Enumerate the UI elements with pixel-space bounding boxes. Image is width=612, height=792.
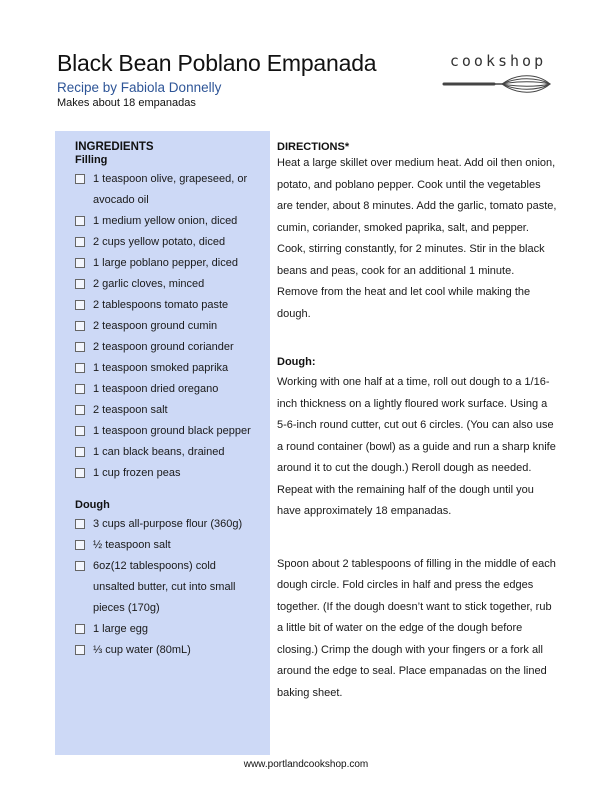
checkbox[interactable] (75, 342, 85, 352)
ingredient-text: 1 teaspoon ground black pepper (93, 425, 251, 437)
checkbox[interactable] (75, 237, 85, 247)
recipe-byline: Recipe by Fabiola Donnelly (57, 80, 222, 95)
ingredient-text: ½ teaspoon salt (93, 539, 171, 551)
checkbox[interactable] (75, 540, 85, 550)
directions-section (277, 141, 557, 704)
ingredient-text: ⅓ cup water (80mL) (93, 644, 191, 656)
dough-list (75, 514, 270, 661)
checkbox[interactable] (75, 216, 85, 226)
ingredient-text: 1 teaspoon olive, grapeseed, or avocado oil (93, 173, 248, 206)
ingredient-item[interactable] (75, 379, 270, 400)
directions-step-dough: Working with one half at a time, roll out dough to a 1/16-inch thickness on a lightly floured work surface. Using a 5-6-inch round cutter, cut out 6 circles. (You can also use a round container (bowl) as a guide and run a sharp knife around it to cut the dough.) Reroll dough as needed. Repeat with the remaining half of the dough until you have approximately 18 empanadas. (277, 376, 556, 517)
checkbox[interactable] (75, 624, 85, 634)
ingredient-text: 6oz(12 tablespoons) cold unsalted butter, cut into small pieces (170g) (93, 560, 236, 614)
dough-directions-heading: Dough: (277, 356, 316, 368)
ingredient-item[interactable] (75, 169, 270, 211)
checkbox[interactable] (75, 519, 85, 529)
filling-list (75, 169, 270, 484)
ingredient-item[interactable] (75, 421, 270, 442)
ingredient-item[interactable] (75, 253, 270, 274)
checkbox[interactable] (75, 363, 85, 373)
ingredient-item[interactable] (75, 619, 270, 640)
ingredient-item[interactable] (75, 337, 270, 358)
directions-step-filling: Heat a large skillet over medium heat. Add oil then onion, potato, and poblano pepper. Cook until the vegetables are tender, about 8 minutes. Add the garlic, tomato paste, cumin, coriander, smoked paprika, salt, and pepper. Cook, stirring constantly, for 2 minutes. Stir in the black beans and peas, cook for an additional 1 minute. Remove from the heat and let cool while making the dough. (277, 157, 557, 320)
logo-text: cookshop (449, 52, 547, 70)
directions-step-assemble: Spoon about 2 tablespoons of filling in the middle of each dough circle. Fold circles in half and press the edges together. (If the dough doesn’t want to stick together, rub a little bit of water on the edge of the dough before closing.) Crimp the dough with your fingers or a fork all around the edge to seal. Place empanadas on the lined baking sheet. (277, 557, 556, 699)
ingredient-text: 1 teaspoon dried oregano (93, 383, 219, 395)
ingredient-item[interactable] (75, 295, 270, 316)
ingredient-item[interactable] (75, 232, 270, 253)
checkbox[interactable] (75, 561, 85, 571)
recipe-title: Black Bean Poblano Empanada (57, 50, 377, 76)
ingredient-text: 3 cups all-purpose flour (360g) (93, 518, 243, 530)
recipe-yield: Makes about 18 empanadas (57, 97, 196, 109)
ingredients-heading: INGREDIENTS (75, 141, 154, 153)
ingredient-item[interactable] (75, 463, 270, 484)
ingredient-text: 1 teaspoon smoked paprika (93, 362, 229, 374)
checkbox[interactable] (75, 279, 85, 289)
checkbox[interactable] (75, 258, 85, 268)
filling-heading: Filling (75, 154, 108, 166)
ingredient-item[interactable] (75, 358, 270, 379)
ingredient-item[interactable] (75, 274, 270, 295)
ingredient-item[interactable] (75, 556, 270, 619)
ingredient-item[interactable] (75, 535, 270, 556)
checkbox[interactable] (75, 321, 85, 331)
ingredient-text: 1 cup frozen peas (93, 467, 181, 479)
checkbox[interactable] (75, 426, 85, 436)
whisk-icon (442, 72, 554, 96)
ingredient-item[interactable] (75, 640, 270, 661)
ingredient-text: 2 teaspoon ground cumin (93, 320, 218, 332)
ingredient-item[interactable] (75, 400, 270, 421)
ingredients-panel (55, 131, 270, 755)
ingredient-text: 1 large egg (93, 623, 149, 635)
ingredient-text: 2 tablespoons tomato paste (93, 299, 229, 311)
checkbox[interactable] (75, 447, 85, 457)
checkbox[interactable] (75, 405, 85, 415)
ingredient-item[interactable] (75, 442, 270, 463)
ingredient-item[interactable] (75, 316, 270, 337)
ingredient-item[interactable] (75, 211, 270, 232)
checkbox[interactable] (75, 300, 85, 310)
ingredient-text: 1 can black beans, drained (93, 446, 225, 458)
checkbox[interactable] (75, 645, 85, 655)
ingredient-item[interactable] (75, 514, 270, 535)
checkbox[interactable] (75, 174, 85, 184)
ingredient-text: 2 teaspoon ground coriander (93, 341, 234, 353)
directions-heading: DIRECTIONS* (277, 141, 350, 153)
ingredient-text: 1 medium yellow onion, diced (93, 215, 238, 227)
ingredient-text: 1 large poblano pepper, diced (93, 257, 238, 269)
checkbox[interactable] (75, 468, 85, 478)
checkbox[interactable] (75, 384, 85, 394)
cookshop-logo (442, 52, 554, 98)
dough-ingredients-heading: Dough (75, 499, 110, 511)
ingredient-text: 2 teaspoon salt (93, 404, 168, 416)
ingredient-text: 2 cups yellow potato, diced (93, 236, 226, 248)
footer-url[interactable]: www.portlandcookshop.com (243, 759, 369, 770)
ingredient-text: 2 garlic cloves, minced (93, 278, 205, 290)
